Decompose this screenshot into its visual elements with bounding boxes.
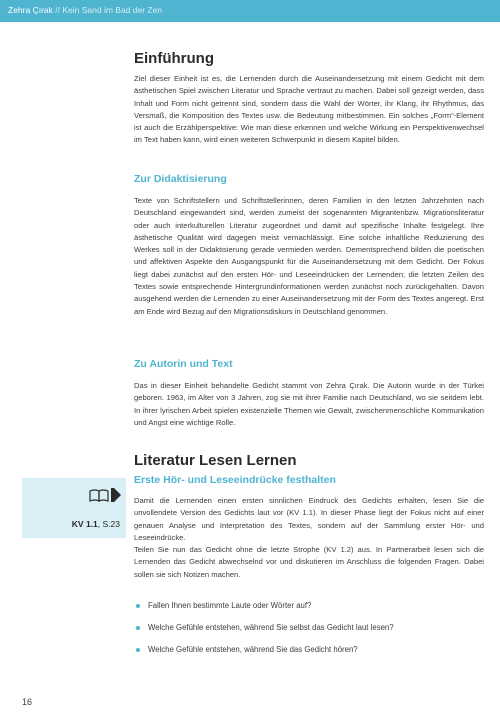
bullet-dot xyxy=(136,648,140,652)
literatur-paragraph-2: Teilen Sie nun das Gedicht ohne die letzte Strophe (KV 1.2) aus. In Partnerarbeit lesen sich die Lernenden das Gedicht abwechselnd vor und diskutieren im Anschluss die folgenden Fragen. Dabei sollen sie sich Notizen machen. xyxy=(134,545,484,579)
section-title-autorin: Zu Autorin und Text xyxy=(134,358,233,370)
kv-reference xyxy=(72,519,120,529)
section-title-didaktisierung: Zur Didaktisierung xyxy=(134,173,227,185)
bullet-dot xyxy=(136,604,140,608)
list-item xyxy=(134,622,484,634)
list-item xyxy=(134,600,484,612)
section-text-einfuehrung: Ziel dieser Einheit ist es, die Lernenden durch die Auseinandersetzung mit einem Gedicht mit dem ästhetischen Spiel zwischen Literatur und Sprache vertraut zu machen. Dabei soll gezeigt werden, dass Inhalt und Form nicht getrennt sind, sondern dass die Wahl der Wörter, ihr Klang, ihr Rhythmus, das Versmaß, die Komposition des Textes usw. die Bedeutung mitbestimmen. Ein solches „Form“-Element ist auch die Erzählperspektive: Wie man diese erkennen und welche Wirkung ein Perspektivenwechsel im Text haben kann, wird einen weiteren Schwerpunkt in diesem Kapitel bilden. xyxy=(134,74,484,145)
header-title: Kein Sand im Bad der Zen xyxy=(62,5,163,15)
question-list xyxy=(134,600,484,666)
running-header xyxy=(0,0,500,22)
literatur-paragraph-1: Damit die Lernenden einen ersten sinnlichen Eindruck des Gedichts erhalten, lesen Sie die unvollendete Version des Gedichts laut vor (KV 1.1). In dieser Phase liegt der Fokus nicht auf einer genauen Analyse und Interpretation des Textes, sondern auf der Sammlung erster Hör- und Leseeindrücke. xyxy=(134,496,484,542)
list-item xyxy=(134,644,484,656)
section-subtitle-literatur: Erste Hör- und Leseeindrücke festhalten xyxy=(134,474,336,486)
list-item-text: Fallen Ihnen bestimmte Laute oder Wörter auf? xyxy=(148,601,312,610)
header-text xyxy=(8,5,162,15)
page-number: 16 xyxy=(22,697,33,707)
header-author: Zehra Çırak xyxy=(8,5,53,15)
bullet-dot xyxy=(136,626,140,630)
section-text-literatur xyxy=(134,495,484,581)
section-title-literatur: Literatur Lesen Lernen xyxy=(134,452,297,469)
section-title-einfuehrung: Einführung xyxy=(134,50,214,67)
list-item-text: Welche Gefühle entstehen, während Sie selbst das Gedicht laut lesen? xyxy=(148,623,394,632)
kv-sidebar-box xyxy=(22,478,126,538)
list-item-text: Welche Gefühle entstehen, während Sie das Gedicht hören? xyxy=(148,645,358,654)
section-text-autorin: Das in dieser Einheit behandelte Gedicht stammt von Zehra Çırak. Die Autorin wurde in der Türkei geboren. 1963, im Alter von 3 Jahren, zog sie mit ihrer Familie nach Deutschland, wo sie seitdem lebt. In ihrer lyrischen Arbeit spielen existenzielle Themen wie Gewalt, zwischenmenschliche Kommunikation und Angst eine wichtige Rolle. xyxy=(134,381,484,427)
header-separator: // xyxy=(55,5,60,15)
section-text-didaktisierung: Texte von Schriftstellern und Schriftstellerinnen, deren Familien in den letzten Jahrzehnten nach Deutschland eingewandert sind, werden zumeist der sogenannten Migrantenbzw. Migrationsliteratur oder auch interkulturellen Literatur zugeordnet und damit auf spezifische Inhalte festgelegt. Ihre ästhetische Qualität wird dagegen meist vernachlässigt. Eine solche inhaltliche Reduzierung des Werkes soll in der Didaktisierung gerade vermieden werden. Dementsprechend bilden die poetischen und affektiven Aspekte den Ausgangspunkt für die Auseinandersetzung mit dem Gedicht. Der Fokus liegt dabei zunächst auf den ersten Hör- und Leseeindrücken der Lernenden; die letzten Zeilen des Textes sowie entsprechende Hintergrundinformationen werden zunächst noch zurückgehalten. Davon ausgehend werden die Lernenden zu einer Auseinandersetzung mit der Form des Textes angeregt. Erst am Ende wird Bezug auf den Migrationsdiskurs in Deutschland genommen. xyxy=(134,196,484,316)
kv-reference-bold: KV 1.1 xyxy=(71,519,98,529)
kv-reference-page: , S.23 xyxy=(97,519,120,529)
book-audio-icon xyxy=(88,487,122,503)
